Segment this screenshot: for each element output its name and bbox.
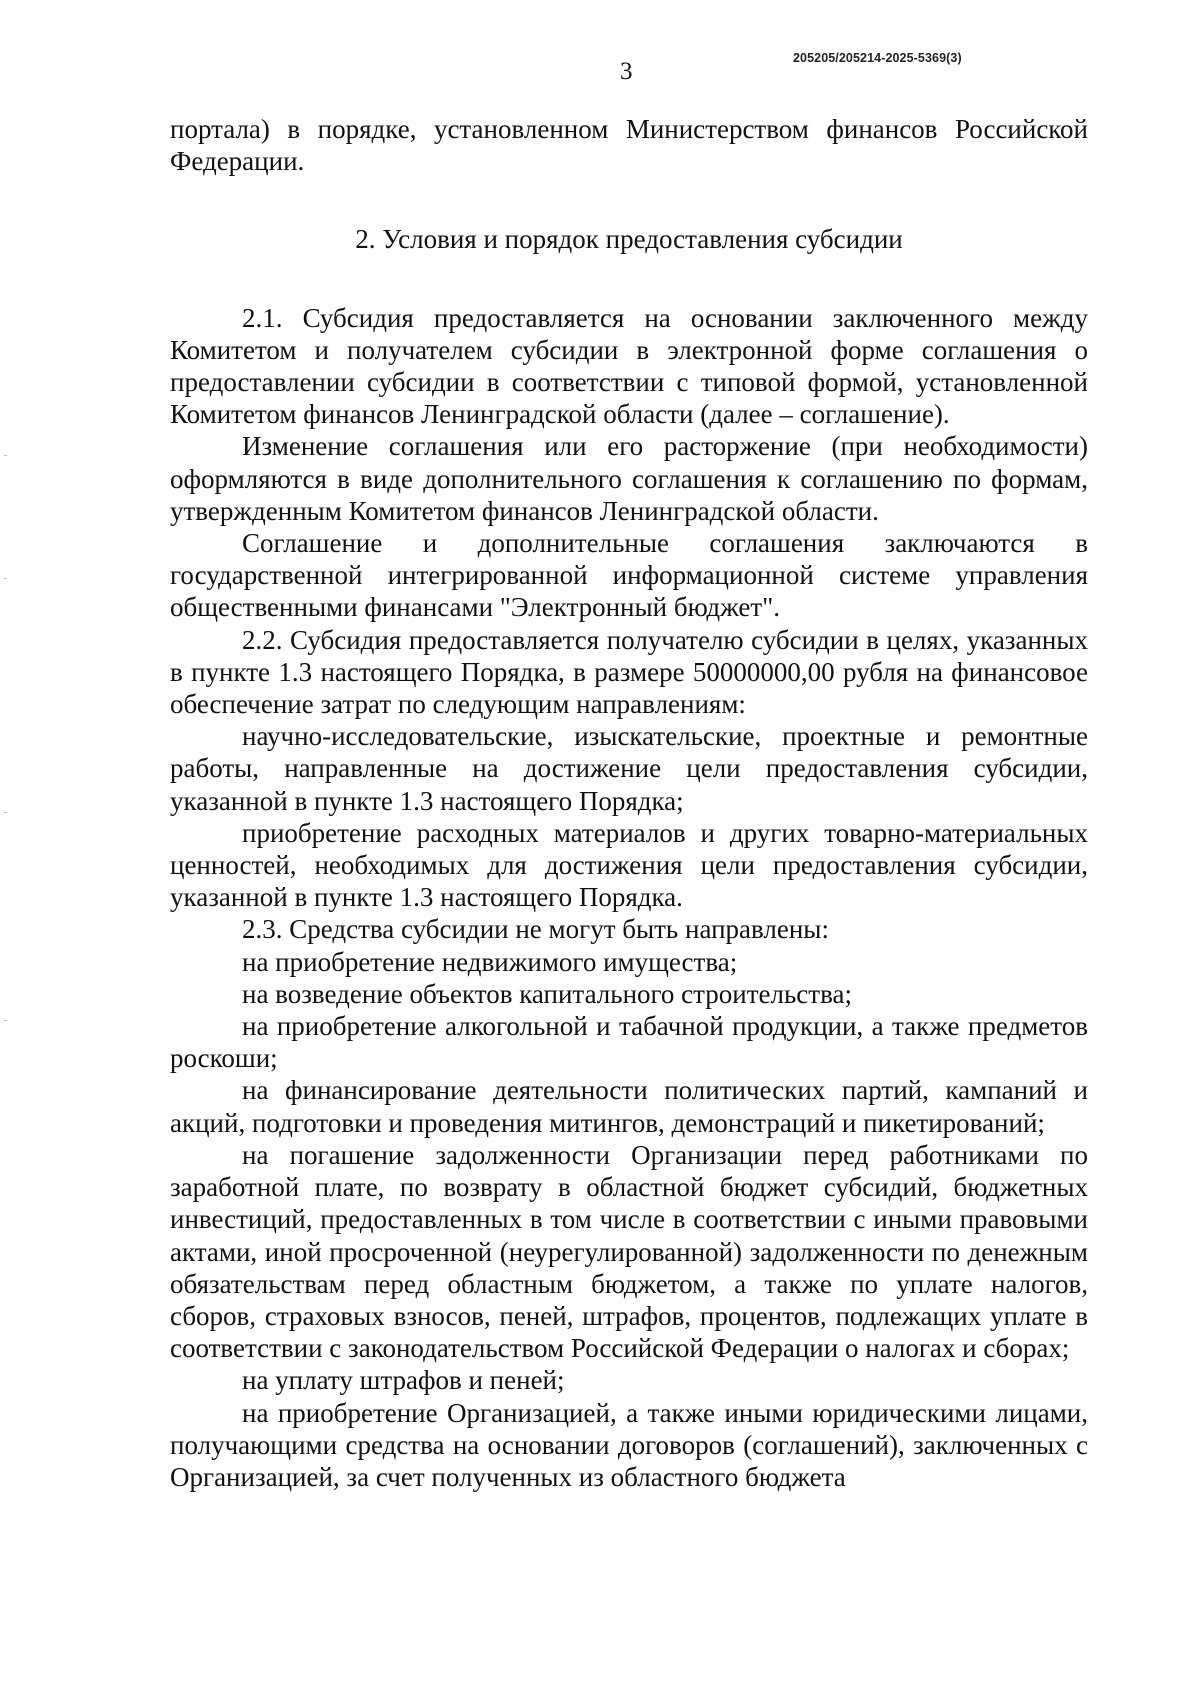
list-item-materials: приобретение расходных материалов и других товарно-материальных ценностей, необходимых для достижения цели предоставления субсидии, указанной в пункте 1.3 настоящего Порядка. xyxy=(170,817,1088,913)
paragraph-amendment: Изменение соглашения или его расторжение (при необходимости) оформляются в виде дополнительного соглашения к соглашению по формам, утвержденным Комитетом финансов Ленинградской области. xyxy=(170,431,1088,526)
paragraph-2-3: 2.3. Средства субсидии не могут быть направлены: xyxy=(242,914,829,945)
list-item-research-works: научно-исследовательские, изыскательские, проектные и ремонтные работы, направленные на достижение цели предоставления субсидии, указанной в пункте 1.3 настоящего Порядка; xyxy=(170,721,1088,816)
page-number: 3 xyxy=(620,58,633,85)
paragraph-continuation: портала) в порядке, установленном Министерством финансов Российской Федерации. xyxy=(170,114,1088,177)
scan-artifact xyxy=(4,812,7,813)
list-item-real-estate: на приобретение недвижимого имущества; xyxy=(242,946,738,977)
scan-artifact xyxy=(4,578,7,579)
paragraph-2-1: 2.1. Субсидия предоставляется на основании заключенного между Комитетом и получателем субсидии в электронной форме соглашения о предоставлении субсидии в соответствии с типовой формой, установленной Комитетом финансов Ленинградской области (далее – соглашение). xyxy=(170,302,1088,430)
list-item-alcohol-tobacco: на приобретение алкогольной и табачной продукции, а также предметов роскоши; xyxy=(170,1011,1088,1074)
list-item-debt-repayment: на погашение задолженности Организации перед работниками по заработной плате, по возврату в областной бюджет субсидий, бюджетных инвестиций, предоставленных в том числе в соответствии с иными правовыми актами, иной просроченной (неурегулированной) задолженности по денежным обязательствам перед областным бюджетом, а также по уплате налогов, сборов, страховых взносов, пеней, штрафов, процентов, подлежащих уплате в соответствии с законодательством Российской Федерации о налогах и сборах; xyxy=(170,1139,1088,1364)
list-item-acquisition: на приобретение Организацией, а также иными юридическими лицами, получающими средства на основании договоров (соглашений), заключенных с Организацией, за счет полученных из областного бюджета xyxy=(170,1397,1088,1492)
paragraph-electronic-budget: Соглашение и дополнительные соглашения заключаются в государственной интегрированной информационной системе управления общественными финансами "Электронный бюджет". xyxy=(170,528,1088,623)
list-item-construction: на возведение объектов капитального строительства; xyxy=(242,978,852,1009)
list-item-fines: на уплату штрафов и пеней; xyxy=(242,1365,565,1396)
scan-artifact xyxy=(4,455,7,456)
list-item-political: на финансирование деятельности политических партий, кампаний и акций, подготовки и проведения митингов, демонстраций и пикетирований; xyxy=(170,1075,1088,1138)
scan-artifact xyxy=(4,1020,7,1021)
section-heading: 2. Условия и порядок предоставления субсидии xyxy=(355,224,903,255)
document-body xyxy=(170,113,1088,1493)
document-id: 205205/205214-2025-5369(3) xyxy=(793,51,962,65)
paragraph-2-2: 2.2. Субсидия предоставляется получателю субсидии в целях, указанных в пункте 1.3 настоящего Порядка, в размере 50000000,00 рубля на финансовое обеспечение затрат по следующим направлениям: xyxy=(170,624,1088,720)
